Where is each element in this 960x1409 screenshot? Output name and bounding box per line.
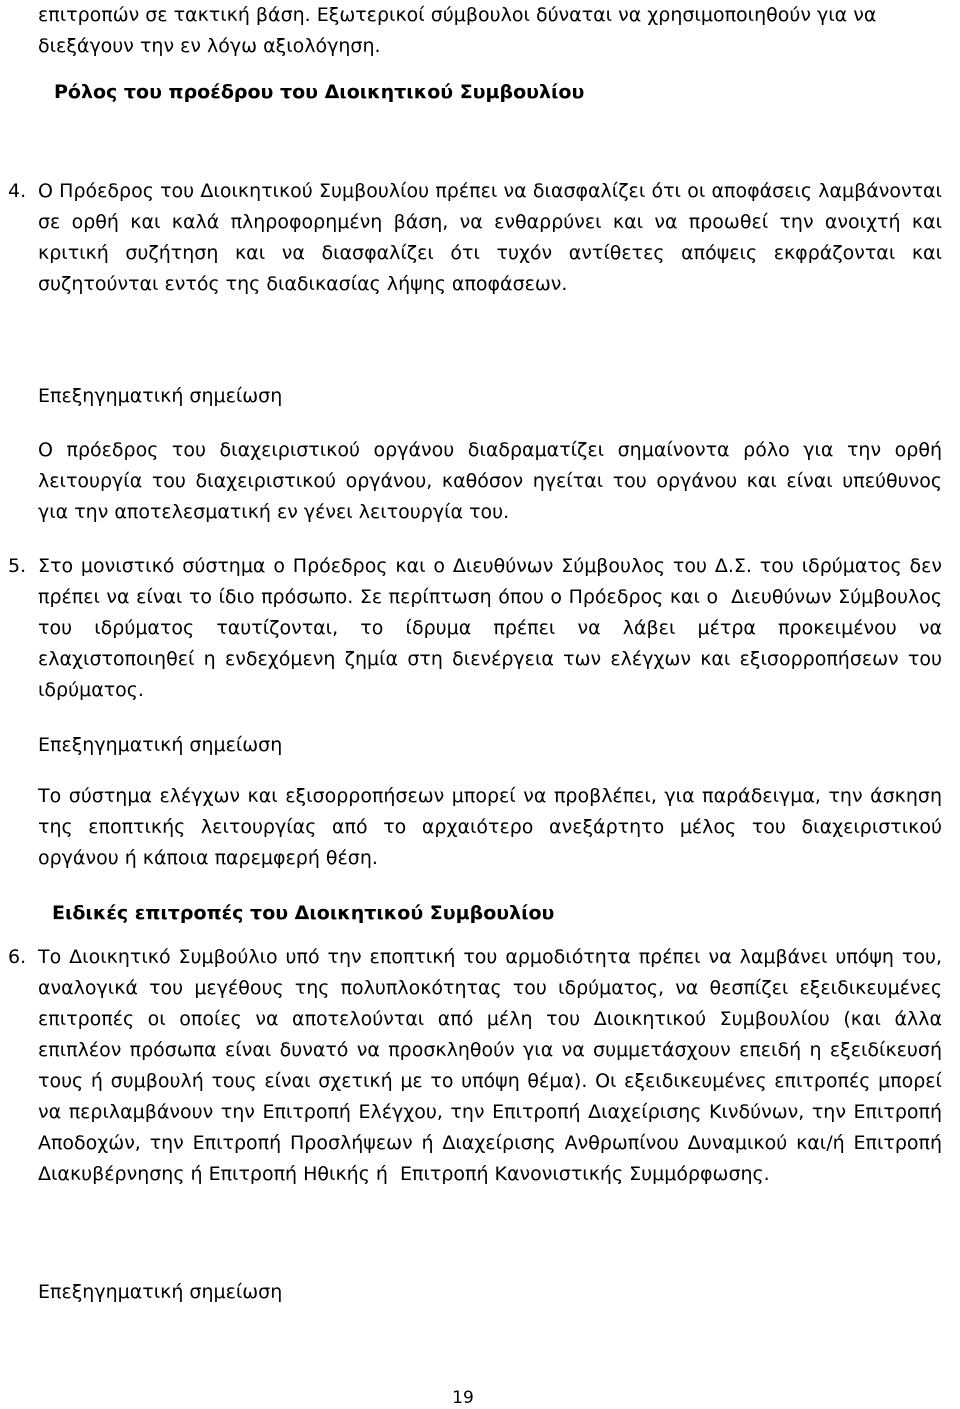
item-number: 6.: [8, 946, 27, 968]
explanatory-note-label: Επεξηγηματική σημείωση: [38, 734, 283, 756]
numbered-item-4: [8, 176, 942, 300]
explanatory-note-label: Επεξηγηματική σημείωση: [38, 1281, 283, 1303]
explanatory-note-text: Το σύστημα ελέγχων και εξισορροπήσεων μπορεί να προβλέπει, για παράδειγμα, την άσκηση της εποπτικής λειτουργίας από το αρχαιότερο ανεξάρτητο μέλος του διαχειριστικού οργάνου ή κάποια παρεμφερή θέση.: [38, 785, 942, 869]
item-text: Ο Πρόεδρος του Διοικητικού Συμβουλίου πρέπει να διασφαλίζει ότι οι αποφάσεις λαμβάνονται σε ορθή και καλά πληροφορημένη βάση, να ενθαρρύνει και να προωθεί την ανοιχτή και κριτική συζήτηση και να διασφαλίζει ότι τυχόν αντίθετες απόψεις εκφράζονται και συζητούνται εντός της διαδικασίας λήψης αποφάσεων.: [38, 180, 942, 295]
section-heading-special-committees: Ειδικές επιτροπές του Διοικητικού Συμβουλίου: [52, 902, 555, 924]
item-number: 4.: [8, 180, 27, 202]
numbered-item-5: [8, 551, 955, 706]
explanatory-note-label: Επεξηγηματική σημείωση: [38, 385, 283, 407]
intro-paragraph: επιτροπών σε τακτική βάση. Εξωτερικοί σύμβουλοι δύναται να χρησιμοποιηθούν για να διεξάγουν την εν λόγω αξιολόγηση.: [38, 4, 877, 57]
section-heading-chair-role: Ρόλος του προέδρου του Διοικητικού Συμβουλίου: [54, 81, 585, 103]
item-text: Στο μονιστικό σύστημα ο Πρόεδρος και ο Διευθύνων Σύμβουλος του Δ.Σ. του ιδρύματος δεν πρέπει να είναι το ίδιο πρόσωπο. Σε περίπτωση όπου ο Πρόεδρος και ο Διευθύνων Σύμβουλος του ιδρύματος ταυτίζονται, το ίδρυμα πρέπει να λάβει μέτρα προκειμένου να ελαχιστοποιηθεί η ενδεχόμενη ζημία στη διενέργεια των ελέγχων και εξισορροπήσεων του ιδρύματος.: [38, 555, 955, 701]
numbered-item-6: [8, 942, 955, 1190]
page-number: 19: [452, 1388, 474, 1408]
item-text: Το Διοικητικό Συμβούλιο υπό την εποπτική του αρμοδιότητα πρέπει να λαμβάνει υπόψη του, αναλογικά του μεγέθους της πολυπλοκότητας του ιδρύματος, να θεσπίζει εξειδικευμένες επιτροπές οι οποίες να αποτελούνται από μέλη του Διοικητικού Συμβουλίου (και άλλα επιπλέον πρόσωπα είναι δυνατό να προσκληθούν για να συμμετάσχουν επειδή η εξειδίκευσή τους ή συμβουλή τους είναι σχετική με το υπόψη θέμα). Οι εξειδικευμένες επιτροπές μπορεί να περιλαμβάνουν την Επιτροπή Ελέγχου, την Επιτροπή Διαχείρισης Κινδύνων, την Επιτροπή Αποδοχών, την Επιτροπή Προσλήψεων ή Διαχείρισης Ανθρωπίνου Δυναμικού και/ή Επιτροπή Διακυβέρνησης ή Επιτροπή Ηθικής ή Επιτροπή Κανονιστικής Συμμόρφωσης.: [38, 946, 955, 1185]
item-number: 5.: [8, 555, 27, 577]
explanatory-note-text: Ο πρόεδρος του διαχειριστικού οργάνου διαδραματίζει σημαίνοντα ρόλο για την ορθή λειτουργία του διαχειριστικού οργάνου, καθόσον ηγείται του οργάνου και είναι υπεύθυνος για την αποτελεσματική εν γένει λειτουργία του.: [38, 439, 942, 523]
